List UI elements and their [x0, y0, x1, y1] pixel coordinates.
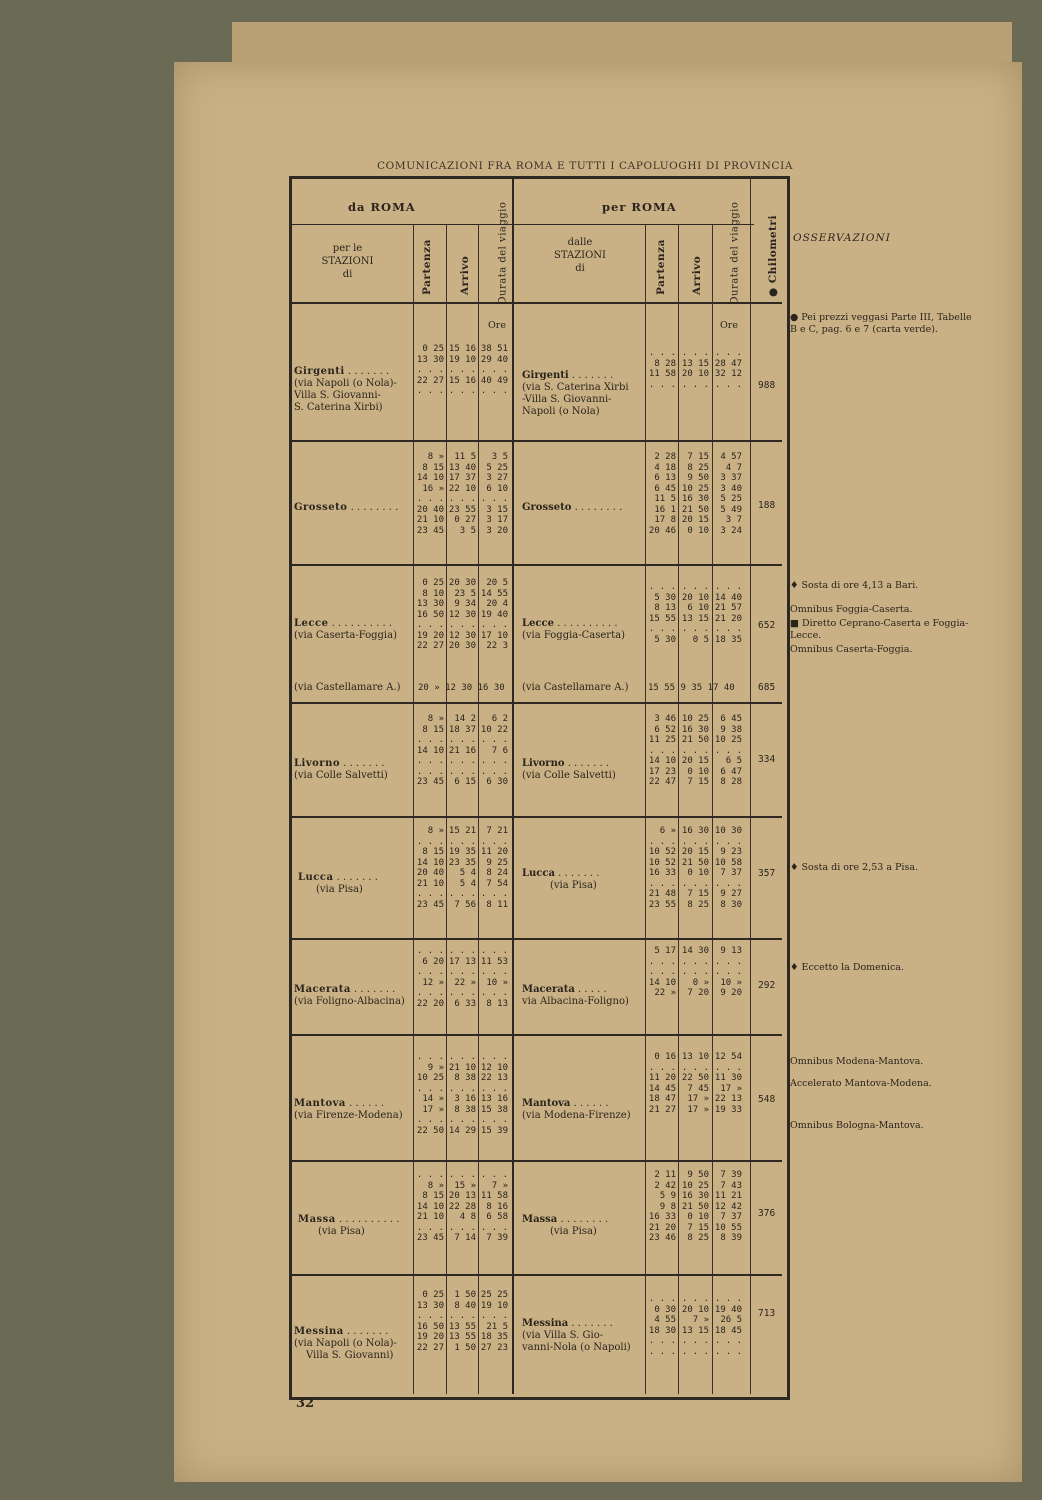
from-via-1: (via Foligno-Albacina): [294, 996, 405, 1007]
section-separator: [292, 1274, 782, 1276]
ore-label-1: Ore: [488, 320, 506, 331]
from-via-1: (via Napoli (o Nola)-: [294, 1338, 397, 1349]
km-value: 188: [758, 500, 776, 511]
per-le-stazioni: [300, 242, 395, 281]
header-arrivo-2: Arrivo: [691, 255, 703, 295]
to-via-1: (via Foggia-Caserta): [522, 630, 625, 641]
to-partenza: 5 17 . . . . . . 14 10 22 »: [648, 946, 676, 998]
from-durata: 38 51 29 40 . . . 40 49 . . .: [480, 344, 508, 396]
from-station-name: Livorno: [294, 758, 341, 769]
from-station: Grosseto . . . . . . . .: [294, 502, 399, 513]
header-chilometri: ● Chilometri: [767, 215, 779, 297]
from-station-name: Grosseto: [294, 502, 348, 513]
section-separator: [292, 702, 782, 704]
stazioni-label-2: STAZIONI: [554, 250, 606, 261]
to-arrivo: 13 10 . . . 22 50 7 45 17 » 17 »: [681, 1052, 709, 1115]
to-station-name: Macerata: [522, 984, 575, 995]
to-partenza: 2 11 2 42 5 9 9 8 16 33 21 20 23 46: [648, 1170, 676, 1243]
to-durata: . . . 14 40 21 57 21 20 . . . 18 35: [714, 582, 742, 645]
from-station: Lucca . . . . . . . (via Pisa): [298, 872, 378, 895]
section-lecce: [292, 578, 782, 696]
dalle-label: dalle: [567, 237, 593, 248]
obs-lecce-3: ■ Diretto Ceprano-Caserta e Foggia-Lecce.: [790, 618, 969, 641]
to-via-1: (via Modena-Firenze): [522, 1110, 631, 1121]
from-durata: . . . 7 » 11 58 8 16 6 58 . . . 7 39: [480, 1170, 508, 1243]
from-station-name: Messina: [294, 1326, 344, 1337]
to-durata: 4 57 4 7 3 37 3 40 5 25 5 49 3 7 3 24: [720, 452, 742, 536]
to-station-name: Lucca: [522, 868, 555, 879]
to-durata: . . . 19 40 26 5 18 45 . . . . . .: [714, 1294, 742, 1357]
section-separator: [292, 1160, 782, 1162]
to-arrivo: . . . 13 15 20 10 . . .: [681, 348, 709, 390]
from-via-3: S. Caterina Xirbi): [294, 402, 383, 413]
to-partenza: 6 » . . . 10 52 10 52 16 33 . . . 21 48 23 55: [648, 826, 676, 910]
from-via-1: (via Colle Salvetti): [294, 770, 388, 781]
to-partenza: . . . 5 30 8 13 15 55 . . . 5 30: [648, 582, 676, 645]
from-via-1: (via Pisa): [316, 884, 363, 895]
obs-macerata: ♦ Eccetto la Domenica.: [790, 962, 904, 973]
from-station-name: Girgenti: [294, 366, 345, 377]
to-station-name: Messina: [522, 1318, 569, 1329]
header-partenza-2: Partenza: [655, 239, 667, 295]
from-station: Mantova . . . . . . (via Firenze-Modena): [294, 1098, 403, 1121]
obs-mantova-1: Omnibus Modena-Mantova.: [790, 1056, 924, 1067]
from-arrivo: . . . 21 10 8 38 . . . 3 16 8 38 . . . 14 29: [448, 1052, 476, 1136]
from-durata: . . . 12 10 22 13 . . . 13 16 15 38 . . . 15 39: [480, 1052, 508, 1136]
header-partenza: Partenza: [421, 239, 433, 295]
page-number: 32: [296, 1396, 315, 1411]
to-station-name: Livorno: [522, 758, 565, 769]
km-value: 548: [758, 1094, 776, 1105]
to-station-name: Girgenti: [522, 370, 569, 381]
from-station-name: Macerata: [294, 984, 351, 995]
section-macerata: [292, 946, 782, 1026]
to-station-name: Lecce: [522, 618, 554, 629]
to-arrivo: . . . 20 10 7 » 13 15 . . . . . .: [681, 1294, 709, 1357]
stazioni-label: STAZIONI: [321, 256, 374, 267]
obs-lucca: ♦ Sosta di ore 2,53 a Pisa.: [790, 862, 919, 873]
from-arrivo: 20 30 23 5 9 34 12 30 . . . 12 30 20 30: [448, 578, 476, 651]
section-messina: [292, 1290, 782, 1380]
from-via-1: (via Caserta-Foggia): [294, 630, 397, 641]
header-per-roma: per ROMA: [602, 200, 677, 214]
to-station: Lecce . . . . . . . . . . (via Foggia-Caserta): [522, 618, 625, 641]
from-station: Livorno . . . . . . . (via Colle Salvetti): [294, 758, 388, 781]
to-station-name: Massa: [522, 1214, 558, 1225]
from-arrivo: 15 21 . . . 19 35 23 35 5 4 5 4 . . . 7 56: [448, 826, 476, 910]
obs-mantova: [790, 1056, 980, 1134]
page-title: COMUNICAZIONI FRA ROMA E TUTTI I CAPOLUOGHI DI PROVINCIA: [377, 160, 793, 172]
from-via-1: (via Napoli (o Nola)-: [294, 378, 397, 389]
section-separator: [292, 938, 782, 940]
section-girgenti: [292, 340, 782, 440]
from-station: Messina . . . . . . . (via Napoli (o Nola)- Villa S. Giovanni): [294, 1326, 397, 1361]
section-massa: [292, 1170, 782, 1266]
to-station: Mantova . . . . . . (via Modena-Firenze): [522, 1098, 631, 1121]
to-station: Lucca . . . . . . . (via Pisa): [522, 868, 600, 891]
to-partenza: 0 16 . . . 11 20 14 45 18 47 21 27: [648, 1052, 676, 1115]
section-mantova: [292, 1052, 782, 1152]
di-label-2: di: [575, 263, 585, 274]
per-le-label: per le: [332, 243, 363, 254]
from-durata: . . . 11 53 . . . 10 » . . . 8 13: [480, 946, 508, 1009]
to-arrivo: 7 15 8 25 9 50 10 25 16 30 21 50 20 15 0 10: [681, 452, 709, 536]
from-partenza: 8 » . . . 8 15 14 10 20 40 21 10 . . . 23 45: [416, 826, 444, 910]
to-via-1: (via Villa S. Gio-: [522, 1330, 604, 1341]
to-via-2: vanni-Nola (o Napoli): [522, 1342, 631, 1353]
from-station-name: Massa: [298, 1214, 336, 1225]
to-station: Grosseto . . . . . . . .: [522, 502, 623, 513]
to-partenza: 3 46 6 52 11 25 . . . 14 10 17 23 22 47: [648, 714, 676, 787]
from-arrivo: . . . 17 13 . . . 22 » . . . 6 33: [448, 946, 476, 1009]
obs-lecce: [790, 580, 980, 658]
to-partenza: . . . 8 28 11 58 . . .: [648, 348, 676, 390]
km-value: 357: [758, 868, 776, 879]
ore-label-2: Ore: [720, 320, 738, 331]
from-station: Lecce . . . . . . . . . . (via Caserta-Foggia): [294, 618, 397, 641]
to-durata: 6 45 9 38 10 25 . . . 6 5 6 47 8 28: [714, 714, 742, 787]
from-alt-route: (via Castellamare A.): [294, 682, 401, 693]
from-durata: 7 21 . . . 11 20 9 25 8 24 7 54 . . . 8 11: [480, 826, 508, 910]
to-alt-route: (via Castellamare A.): [522, 682, 629, 693]
section-separator: [292, 816, 782, 818]
to-via-1: (via S. Caterina Xirbi: [522, 382, 629, 393]
from-station-name: Lucca: [298, 872, 334, 883]
from-partenza: 0 25 8 10 13 30 16 50 . . . 19 20 22 27: [416, 578, 444, 651]
to-alt-times: 15 55 9 35 17 40: [648, 683, 735, 693]
from-station: Girgenti . . . . . . . (via Napoli (o Nola)- Villa S. Giovanni- S. Caterina Xirbi): [294, 366, 397, 413]
from-station: Macerata . . . . . . . (via Foligno-Albacina): [294, 984, 405, 1007]
obs-lecce-2: Omnibus Foggia-Caserta.: [790, 604, 913, 615]
header-rule: [292, 224, 754, 225]
km-value: 292: [758, 980, 776, 991]
header-arrivo: Arrivo: [459, 255, 471, 295]
to-arrivo: 14 30 . . . . . . 0 » 7 20: [681, 946, 709, 998]
from-partenza: . . . 8 » 8 15 14 10 21 10 . . . 23 45: [416, 1170, 444, 1243]
to-durata: 10 30 . . . 9 23 10 58 7 37 . . . 9 27 8 30: [714, 826, 742, 910]
from-arrivo: 11 5 13 40 17 37 22 10 . . . 23 55 0 27 3 5: [448, 452, 476, 536]
from-alt-times: 20 » 12 30 16 30: [418, 683, 505, 693]
from-arrivo: 15 16 19 10 . . . 15 16 . . .: [448, 344, 476, 396]
to-via-1: (via Pisa): [550, 1226, 597, 1237]
to-durata: 12 54 . . . 11 30 17 » 22 13 19 33: [714, 1052, 742, 1115]
from-via-2: Villa S. Giovanni): [306, 1350, 394, 1361]
km-value: 376: [758, 1208, 776, 1219]
obs-lecce-4: Omnibus Caserta-Foggia.: [790, 644, 913, 655]
from-station: Massa . . . . . . . . . . (via Pisa): [298, 1214, 400, 1237]
to-station: Macerata . . . . . via Albacina-Foligno): [522, 984, 629, 1007]
from-via-1: (via Pisa): [318, 1226, 365, 1237]
section-separator: [292, 440, 782, 442]
from-partenza: 0 25 13 30 . . . 22 27 . . .: [416, 344, 444, 396]
di-label: di: [342, 269, 353, 280]
to-station: Livorno . . . . . . . (via Colle Salvetti): [522, 758, 616, 781]
section-separator: [292, 564, 782, 566]
to-via-1: via Albacina-Foligno): [522, 996, 629, 1007]
to-durata: 9 13 . . . . . . 10 » 9 20: [714, 946, 742, 998]
section-lucca: [292, 826, 782, 930]
to-station-name: Mantova: [522, 1098, 571, 1109]
obs-girgenti: ● Pei prezzi veggasi Parte III, Tabelle B e C, pag. 6 e 7 (carta verde).: [790, 312, 972, 335]
to-arrivo: . . . 20 10 6 10 13 15 . . . 0 5: [681, 582, 709, 645]
to-arrivo: 10 25 16 30 21 50 . . . 20 15 0 10 7 15: [681, 714, 709, 787]
obs-mantova-3: Omnibus Bologna-Mantova.: [790, 1120, 924, 1131]
to-arrivo: 16 30 . . . 20 15 21 50 0 10 . . . 7 15 8 25: [681, 826, 709, 910]
to-station: Massa . . . . . . . . (via Pisa): [522, 1214, 609, 1237]
section-grosseto: [292, 452, 782, 562]
header-da-roma: da ROMA: [348, 200, 416, 214]
km-value: 334: [758, 754, 776, 765]
from-partenza: . . . 9 » 10 25 . . . 14 » 17 » . . . 22 50: [416, 1052, 444, 1136]
from-partenza: 0 25 13 30 . . . 16 50 19 20 22 27: [416, 1290, 444, 1353]
header-durata: Durata del viaggio: [497, 201, 509, 305]
from-partenza: 8 » 8 15 14 10 16 » . . . 20 40 21 10 23 45: [416, 452, 444, 536]
dalle-stazioni: [530, 236, 630, 275]
from-station-name: Mantova: [294, 1098, 346, 1109]
from-station-name: Lecce: [294, 618, 329, 629]
from-durata: 25 25 19 10 . . . 21 5 18 35 27 23: [480, 1290, 508, 1353]
from-via-1: (via Firenze-Modena): [294, 1110, 403, 1121]
from-via-2: Villa S. Giovanni-: [294, 390, 381, 401]
to-via-3: Napoli (o Nola): [522, 406, 600, 417]
to-durata: . . . 28 47 32 12 . . .: [714, 348, 742, 390]
to-durata: 7 39 7 43 11 21 12 42 7 37 10 55 8 39: [714, 1170, 742, 1243]
section-livorno: [292, 714, 782, 806]
km-value: 988: [758, 380, 776, 391]
obs-lecce-1: ♦ Sosta di ore 4,13 a Bari.: [790, 580, 919, 591]
section-separator: [292, 1034, 782, 1036]
header-osservazioni: OSSERVAZIONI: [793, 232, 891, 244]
alt-km-value: 685: [758, 682, 776, 693]
to-via-2: -Villa S. Giovanni-: [522, 394, 612, 405]
from-arrivo: 14 2 18 37 . . . 21 16 . . . . . . 6 15: [448, 714, 476, 787]
header-bottom-rule: [292, 302, 782, 304]
to-partenza: 2 28 4 18 6 13 6 45 11 5 16 1 17 8 20 46: [648, 452, 676, 536]
to-station: Girgenti . . . . . . . (via S. Caterina Xirbi -Villa S. Giovanni- Napoli (o Nola): [522, 370, 629, 417]
from-arrivo: . . . 15 » 20 13 22 28 4 8 . . . 7 14: [448, 1170, 476, 1243]
to-station: Messina . . . . . . . (via Villa S. Gio- vanni-Nola (o Napoli): [522, 1318, 631, 1353]
obs-mantova-2: Accelerato Mantova-Modena.: [790, 1078, 932, 1089]
to-partenza: . . . 0 30 4 55 18 30 . . . . . .: [648, 1294, 676, 1357]
from-durata: 20 5 14 55 20 4 19 40 . . . 17 10 22 3: [480, 578, 508, 651]
to-arrivo: 9 50 10 25 16 30 21 50 0 10 7 15 8 25: [681, 1170, 709, 1243]
to-via-1: (via Colle Salvetti): [522, 770, 616, 781]
to-station-name: Grosseto: [522, 502, 572, 513]
km-value: 713: [758, 1308, 776, 1319]
from-durata: 3 5 5 25 3 27 6 10 . . . 3 15 3 17 3 20: [480, 452, 508, 536]
from-durata: 6 2 10 22 . . . 7 6 . . . . . . 6 30: [480, 714, 508, 787]
header-durata-2: Durata del viaggio: [729, 201, 741, 305]
km-value: 652: [758, 620, 776, 631]
from-arrivo: 1 50 8 40 . . . 13 55 13 55 1 50: [448, 1290, 476, 1353]
from-partenza: . . . 6 20 . . . 12 » . . . 22 20: [416, 946, 444, 1009]
to-via-1: (via Pisa): [550, 880, 597, 891]
from-partenza: 8 » 8 15 . . . 14 10 . . . . . . 23 45: [416, 714, 444, 787]
